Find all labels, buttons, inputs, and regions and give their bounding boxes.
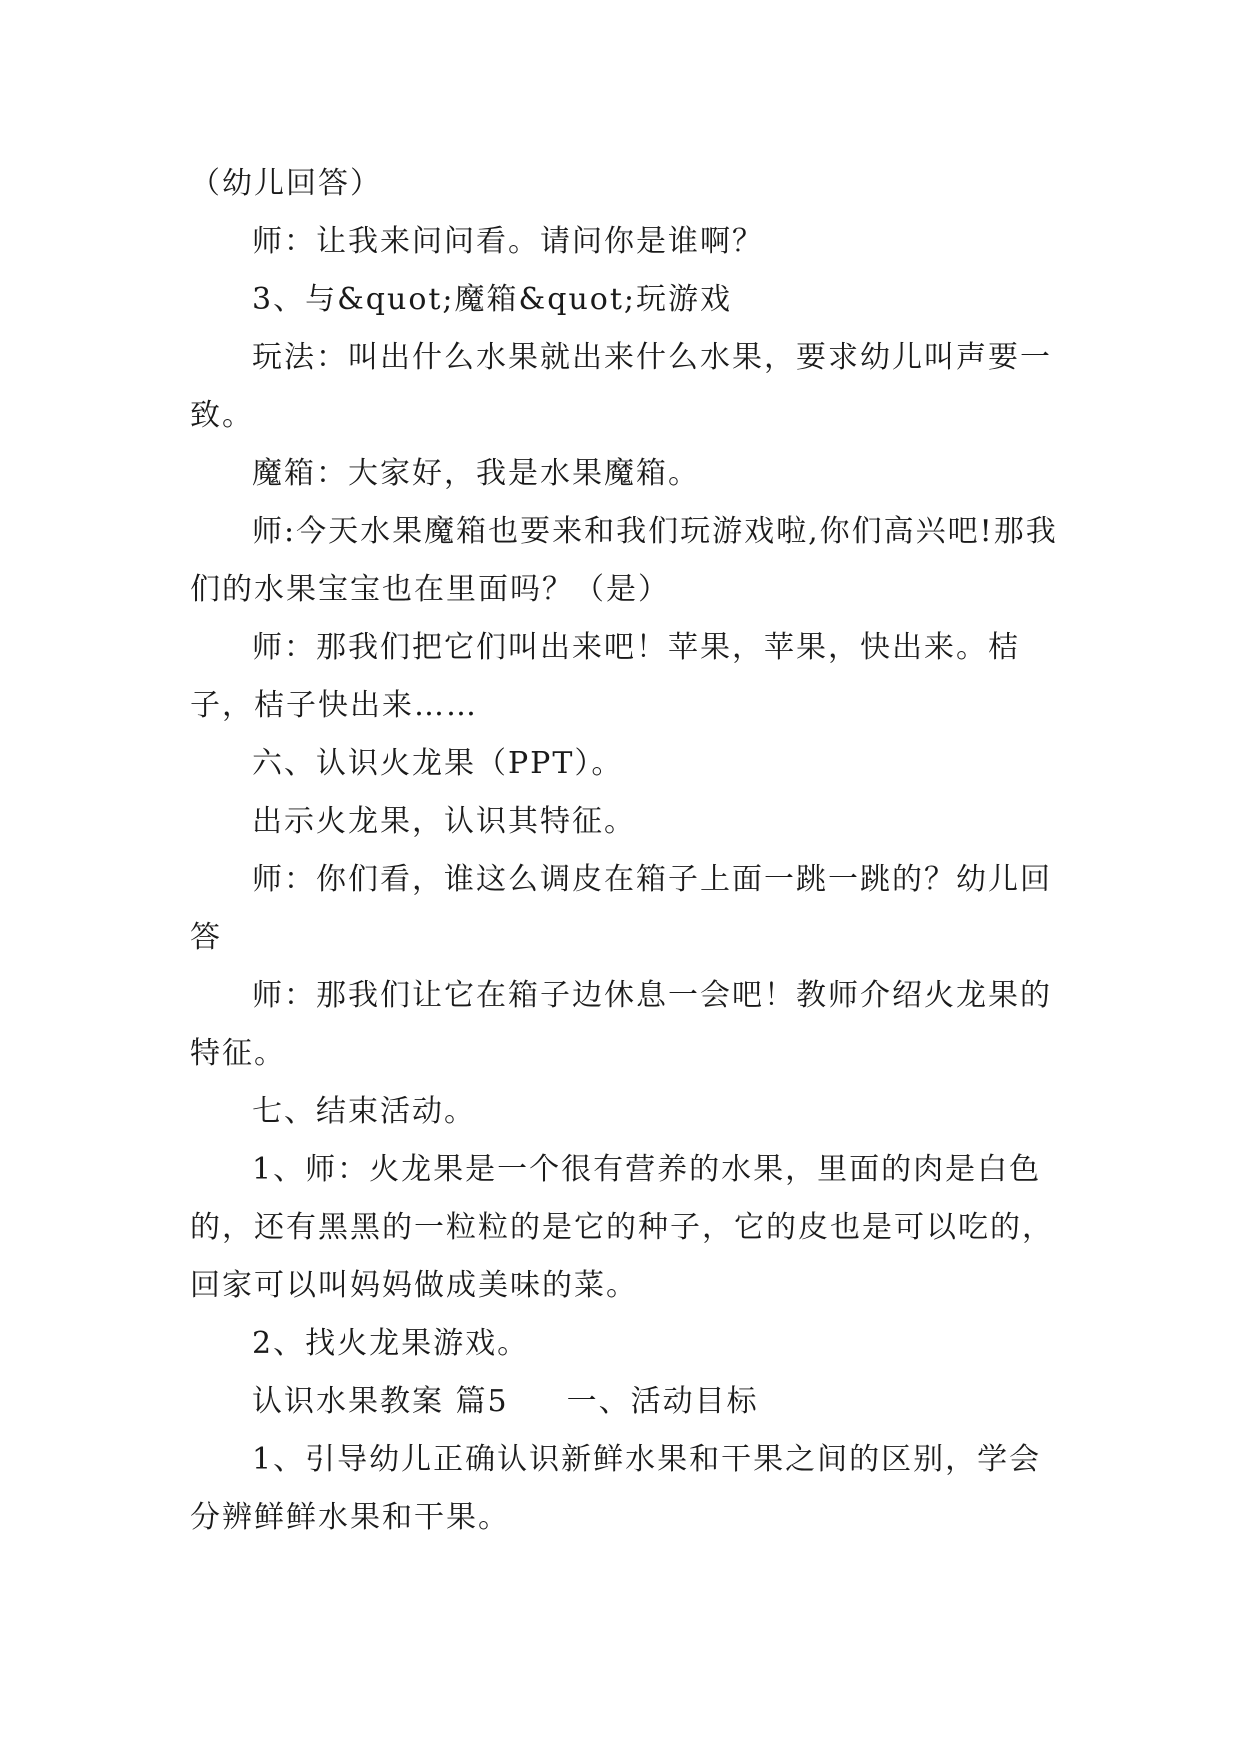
paragraph: 师：让我来问问看。请问你是谁啊？ — [252, 224, 764, 259]
document-body — [190, 155, 1060, 1547]
paragraph: 七、结束活动。 — [252, 1094, 476, 1129]
paragraph: 3、与&quot;魔箱&quot;玩游戏 — [252, 282, 732, 317]
paragraph: 师：那我们把它们叫出来吧！苹果，苹果，快出来。桔子，桔子快出来…… — [190, 630, 1020, 723]
paragraph: 师:今天水果魔箱也要来和我们玩游戏啦,你们高兴吧!那我们的水果宝宝也在里面吗？（是） — [190, 514, 1058, 607]
paragraph: 玩法：叫出什么水果就出来什么水果，要求幼儿叫声要一致。 — [190, 340, 1052, 433]
paragraph: 1、引导幼儿正确认识新鲜水果和干果之间的区别，学会分辨鲜鲜水果和干果。 — [190, 1442, 1042, 1535]
paragraph: 六、认识火龙果（PPT）。 — [252, 746, 624, 781]
section-subtitle: 一、活动目标 — [566, 1384, 759, 1419]
section-title: 认识水果教案 篇5 — [252, 1384, 509, 1419]
paragraph: （幼儿回答） — [190, 166, 382, 201]
paragraph: 师：你们看，谁这么调皮在箱子上面一跳一跳的？幼儿回答 — [190, 862, 1052, 955]
paragraph: 出示火龙果，认识其特征。 — [252, 804, 636, 839]
paragraph: 师：那我们让它在箱子边休息一会吧！教师介绍火龙果的特征。 — [190, 978, 1052, 1071]
paragraph: 1、师：火龙果是一个很有营养的水果，里面的肉是白色的，还有黑黑的一粒粒的是它的种子，它的皮也是可以吃的，回家可以叫妈妈做成美味的菜。 — [190, 1152, 1054, 1303]
paragraph: 魔箱：大家好，我是水果魔箱。 — [252, 456, 700, 491]
paragraph: 2、找火龙果游戏。 — [252, 1326, 530, 1361]
section-heading — [190, 1373, 1060, 1431]
